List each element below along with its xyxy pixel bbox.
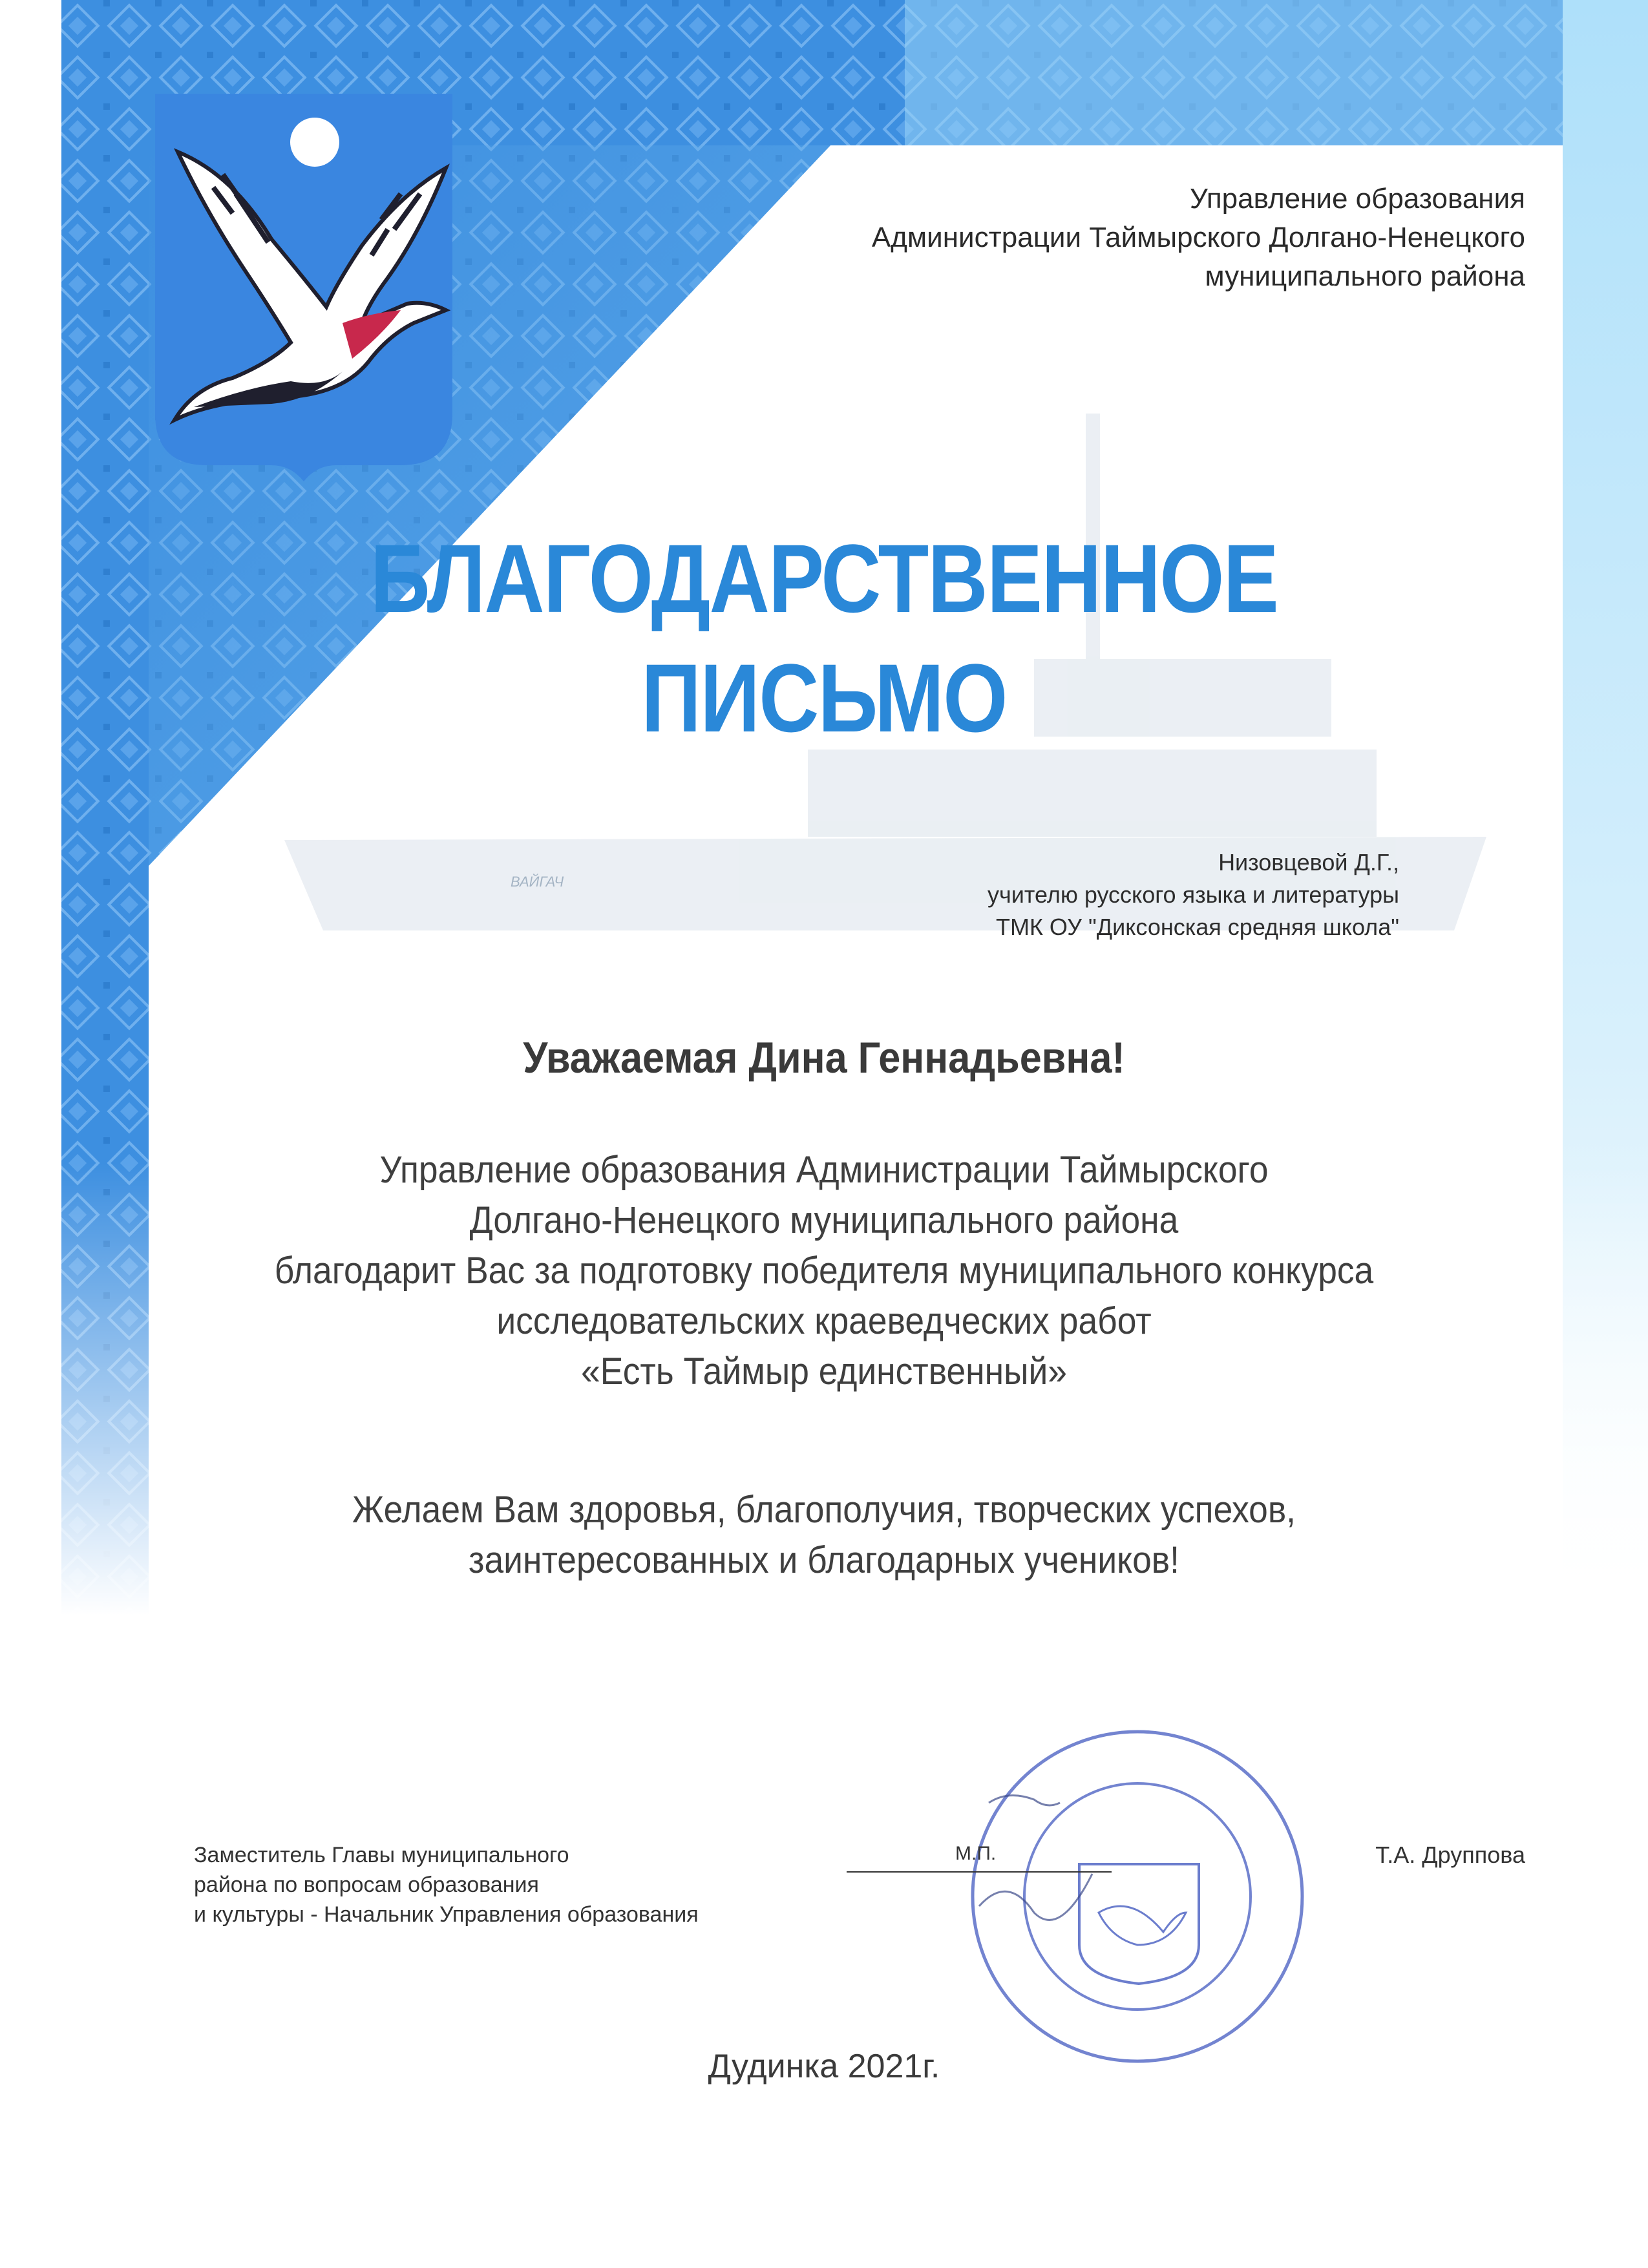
body-line: благодарит Вас за подготовку победителя муниципального конкурса: [274, 1250, 1374, 1292]
org-line-1: Управление образования: [1189, 183, 1525, 215]
stamp-mark-label: М.П.: [955, 1843, 997, 1864]
signatory-name: Т.А. Друппова: [1375, 1842, 1525, 1868]
position-line: района по вопросам образования: [194, 1873, 539, 1897]
body-line: Долгано-Ненецкого муниципального района: [469, 1199, 1179, 1241]
position-line: Заместитель Главы муниципального: [194, 1843, 569, 1867]
official-stamp-icon: [973, 1732, 1302, 2061]
org-line-2: Администрации Таймырского Долгано-Ненецкого: [871, 222, 1525, 253]
recipient-school: ТМК ОУ "Диксонская средняя школа": [995, 914, 1399, 940]
document-title-line-1: БЛАГОДАРСТВЕННОЕ: [370, 524, 1278, 633]
goose-emblem-icon: [155, 94, 452, 481]
recipient-position: учителю русского языка и литературы: [988, 881, 1399, 908]
wish-line: заинтересованных и благодарных учеников!: [469, 1539, 1179, 1581]
signatory-position: [194, 1840, 699, 1929]
greeting: Уважаемая Дина Геннадьевна!: [523, 1033, 1125, 1082]
wishes: [0, 1485, 1648, 1586]
org-line-3: муниципального района: [1205, 260, 1525, 292]
body-line: Управление образования Администрации Таймырского: [379, 1149, 1269, 1191]
document-title-line-2: ПИСЬМО: [641, 644, 1007, 752]
recipient-name: Низовцевой Д.Г.,: [1218, 849, 1399, 876]
position-line: и культуры - Начальник Управления образования: [194, 1902, 699, 1927]
place-and-date: Дудинка 2021г.: [708, 2048, 940, 2085]
body-line: «Есть Таймыр единственный»: [581, 1350, 1067, 1392]
signature-line: [847, 1871, 1112, 1873]
letter-body: [0, 1145, 1648, 1397]
ship-name: ВАЙГАЧ: [511, 874, 564, 890]
body-line: исследовательских краеведческих работ: [496, 1300, 1152, 1342]
recipient-block: [988, 846, 1399, 943]
issuing-organization: [620, 180, 1525, 296]
wish-line: Желаем Вам здоровья, благополучия, творческих успехов,: [352, 1489, 1296, 1531]
